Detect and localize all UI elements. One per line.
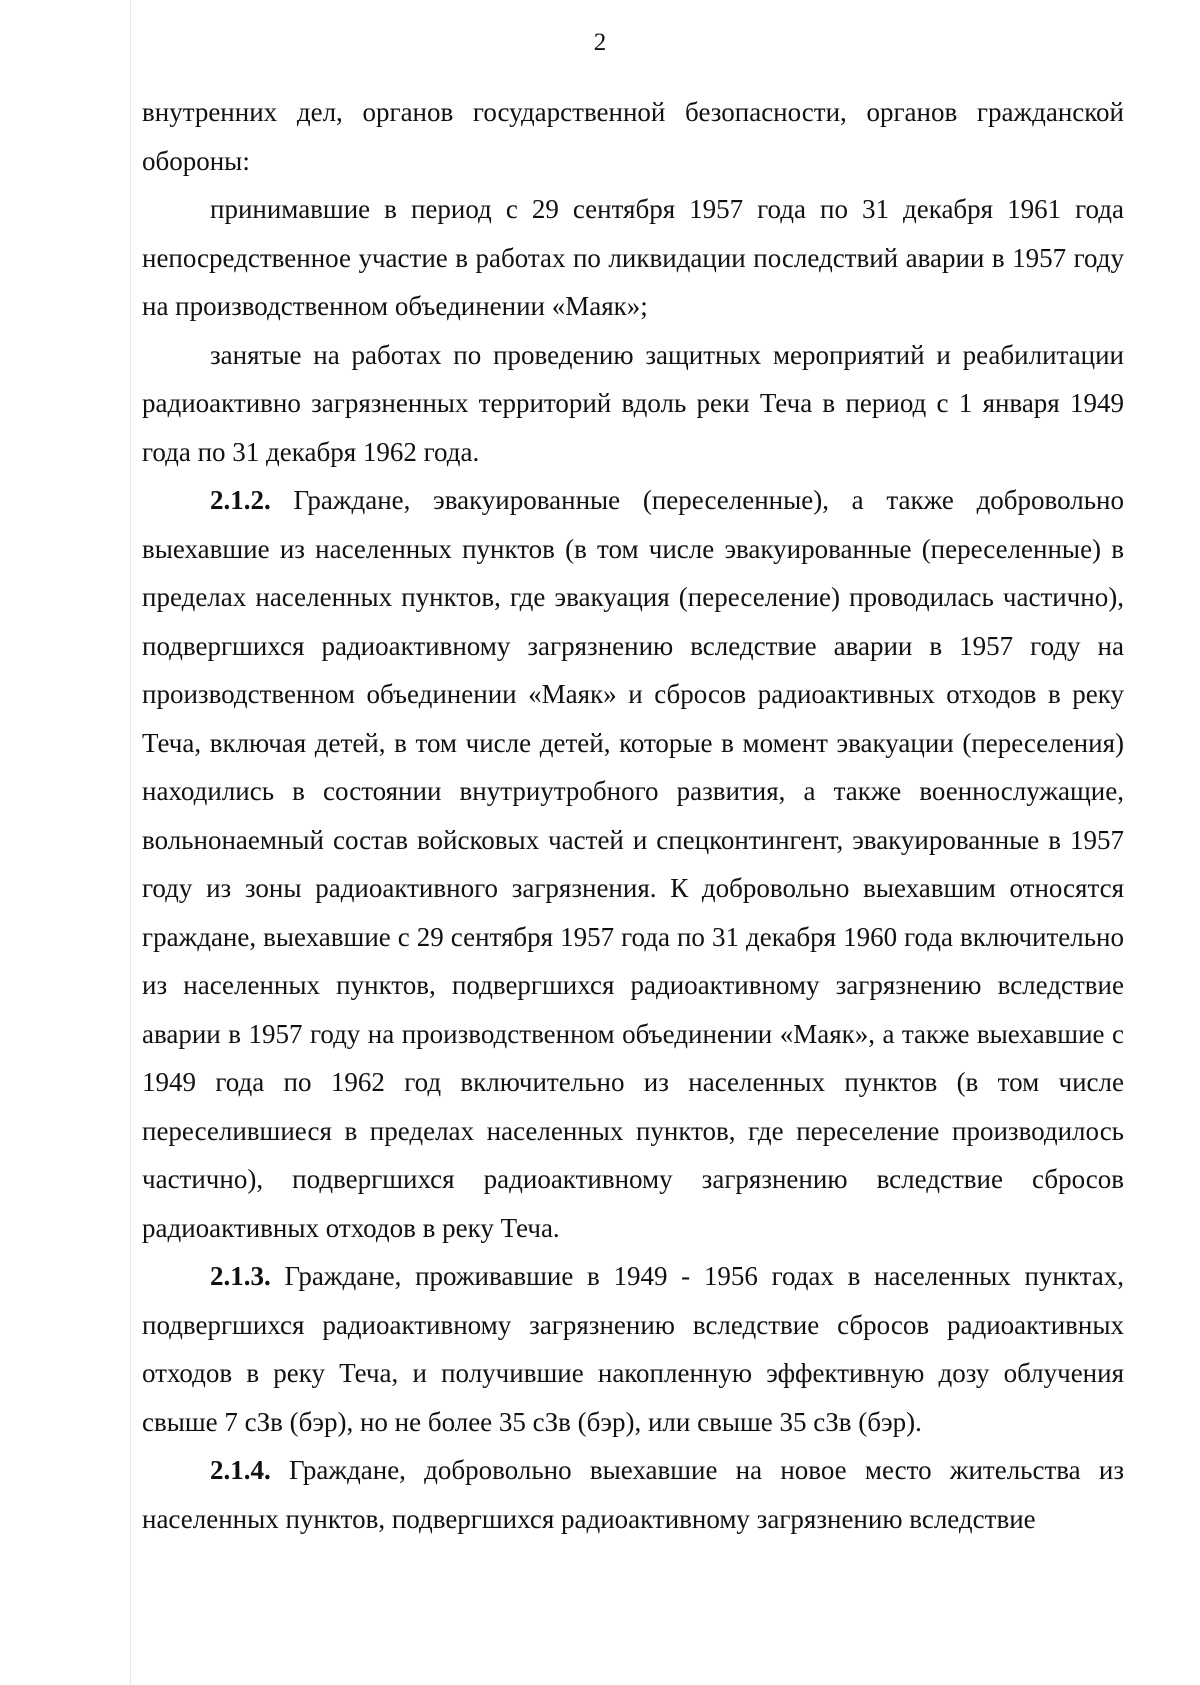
section-number: 2.1.4. <box>210 1455 271 1485</box>
document-body <box>142 88 1124 1543</box>
section-2-1-4 <box>142 1446 1124 1543</box>
section-2-1-3 <box>142 1252 1124 1446</box>
section-number: 2.1.2. <box>210 485 271 515</box>
paragraph-protective-measures: занятые на работах по проведению защитных мероприятий и реабилитации радиоактивно загрязненных территорий вдоль реки Теча в период с 1 января 1949 года по 31 декабря 1962 года. <box>142 339 1124 467</box>
section-number: 2.1.3. <box>210 1261 271 1291</box>
section-text: Граждане, проживавшие в 1949 - 1956 годах в населенных пунктах, подвергшихся радиоактивному загрязнению вследствие сбросов радиоактивных отходов в реку Теча, и получившие накопленную эффективную дозу облучения свыше 7 сЗв (бэр), но не более 35 сЗв (бэр), или свыше 35 сЗв (бэр). <box>142 1261 1125 1437</box>
paragraph-continuation: внутренних дел, органов государственной безопасности, органов гражданской обороны: <box>142 97 1124 176</box>
section-text: Граждане, добровольно выехавшие на новое место жительства из населенных пунктов, подвергшихся радиоактивному загрязнению вследствие <box>142 1455 1124 1534</box>
scan-margin-line <box>130 0 131 1685</box>
section-text: Граждане, эвакуированные (переселенные), а также добровольно выехавшие из населенных пунктов (в том числе эвакуированные (переселенные) в пределах населенных пунктов, где эвакуация (переселение) проводилась частично), подвергшихся радиоактивному загрязнению вследствие аварии в 1957 году на производственном объединении «Маяк» и сбросов радиоактивных отходов в реку Теча, включая детей, в том числе детей, которые в момент эвакуации (переселения) находились в состоянии внутриутробного развития, а также военнослужащие, вольнонаемный состав войсковых частей и спецконтингент, эвакуированные в 1957 году из зоны радиоактивного загрязнения. К добровольно выехавшим относятся граждане, выехавшие с 29 сентября 1957 года по 31 декабря 1960 года включительно из населенных пунктов, подвергшихся радиоактивному загрязнению вследствие аварии в 1957 году на производственном объединении «Маяк», а также выехавшие с 1949 года по 1962 год включительно из населенных пунктов (в том числе переселившиеся в пределах населенных пунктов, где переселение производилось частично), подвергшихся радиоактивному загрязнению вследствие сбросов радиоактивных отходов в реку Теча. <box>142 485 1124 1243</box>
section-2-1-2 <box>142 476 1124 1252</box>
page-number: 2 <box>593 29 607 56</box>
paragraph-liquidation-participants: принимавшие в период с 29 сентября 1957 года по 31 декабря 1961 года непосредственное участие в работах по ликвидации последствий аварии в 1957 году на производственном объединении «Маяк»; <box>142 194 1124 321</box>
